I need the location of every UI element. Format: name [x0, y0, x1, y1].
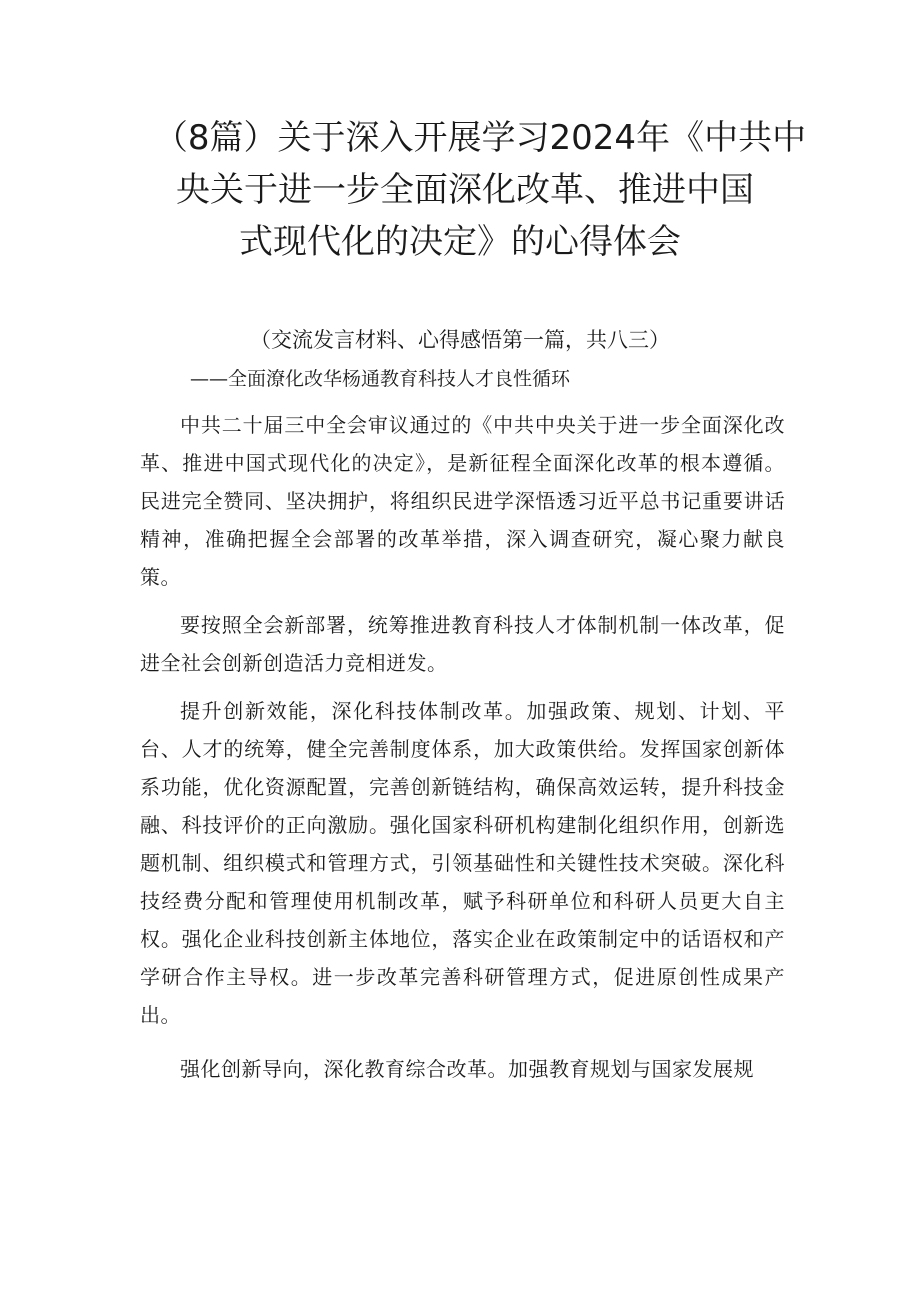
title-line-1: （8篇）关于深入开展学习2024年《中共中 — [153, 118, 807, 158]
document-tagline: ——全面潦化改华杨通教育科技人才良性循环 — [190, 368, 571, 390]
title-line-2: 央关于进一步全面深化改革、推进中国 — [176, 170, 754, 210]
paragraph: 提升创新效能，深化科技体制改革。加强政策、规划、计划、平台、人才的统筹，健全完善制度体系，加大政策供给。发挥国家创新体系功能，优化资源配置，完善创新链结构，确保高效运转，提升科技金融、科技评价的正向激励。强化国家科研机构建制化组织作用，创新选题机制、组织模式和管理方式，引领基础性和关键性技术突破。深化科技经费分配和管理使用机制改革，赋予科研单位和科研人员更大自主权。强化企业科技创新主体地位，落实企业在政策制定中的话语权和产学研合作主导权。进一步改革完善科研管理方式，促进原创性成果产出。 — [140, 699, 785, 1027]
paragraph: 要按照全会新部署，统筹推进教育科技人才体制机制一体改革，促进全社会创新创造活力竞相迸发。 — [140, 613, 785, 675]
paragraph: 强化创新导向，深化教育综合改革。加强教育规划与国家发展规 — [180, 1057, 754, 1081]
paragraph: 中共二十届三中全会审议通过的《中共中央关于进一步全面深化改革、推进中国式现代化的决定》，是新征程全面深化改革的根本遵循。民进完全赞同、坚决拥护，将组织民进学深悟透习近平总书记重要讲话精神，准确把握全会部署的改革举措，深入调查研究，凝心聚力献良策。 — [140, 413, 785, 589]
document-subtitle: （交流发言材料、心得感悟第一篇，共八三） — [250, 328, 670, 352]
title-line-3: 式现代化的决定》的心得体会 — [239, 222, 681, 262]
document-title — [0, 112, 920, 268]
document-body — [140, 406, 785, 1098]
